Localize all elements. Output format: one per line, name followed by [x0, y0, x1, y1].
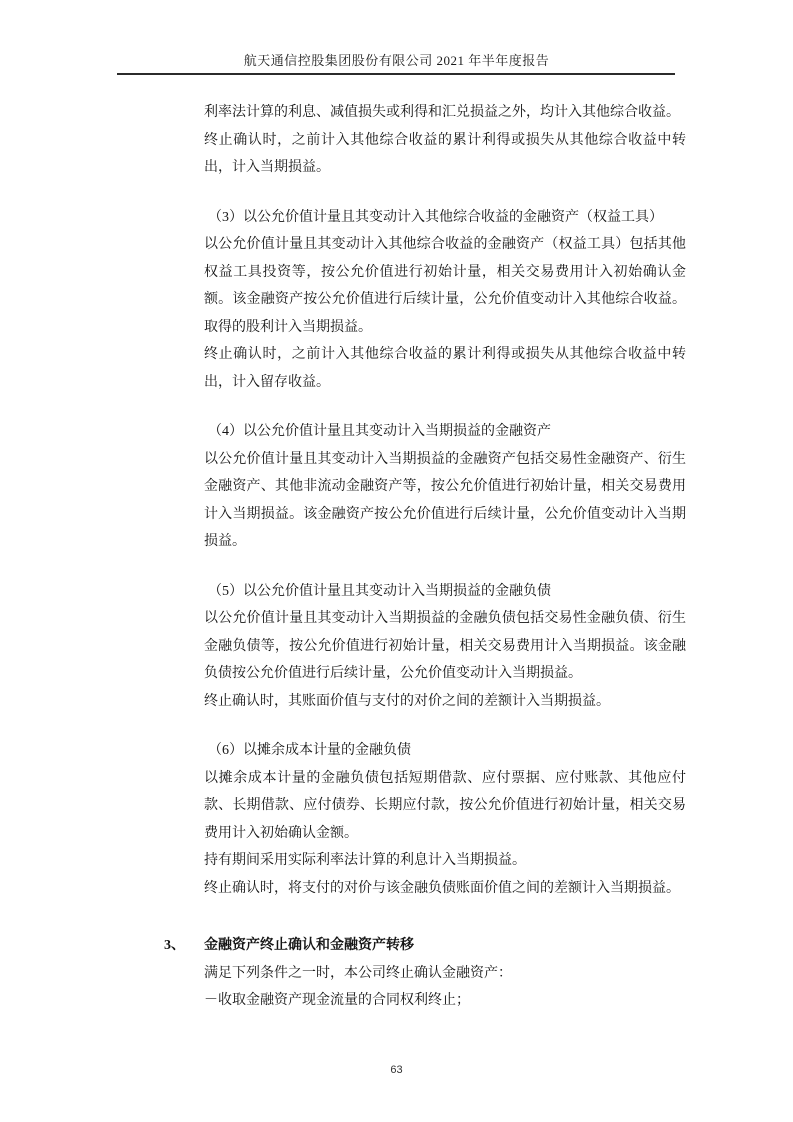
body-paragraph: 以摊余成本计量的金融负债包括短期借款、应付票据、应付账款、其他应付款、长期借款、应付债券、长期应付款，按公允价值进行初始计量，相关交易费用计入初始确认金额。 [204, 770, 686, 841]
body-paragraph: 终止确认时，其账面价值与支付的对价之间的差额计入当期损益。 [204, 693, 610, 709]
body-paragraph: 以公允价值计量且其变动计入当期损益的金融资产包括交易性金融资产、衍生金融资产、其他非流动金融资产等，按公允价值进行初始计量，相关交易费用计入当期损益。该金融资产按公允价值进行后续计量，公允价值变动计入当期损益。 [204, 451, 686, 549]
item-number: 3、 [164, 938, 185, 953]
numbered-item-heading-3 [164, 932, 686, 960]
body-paragraph: 终止确认时，之前计入其他综合收益的累计利得或损失从其他综合收益中转出，计入留存收益。 [204, 347, 686, 390]
section-heading-5: （5）以公允价值计量且其变动计入当期损益的金融负债 [208, 583, 551, 599]
section-heading-4: （4）以公允价值计量且其变动计入当期损益的金融资产 [208, 424, 551, 439]
report-header-title: 航天通信控股集团股份有限公司 2021 年半年度报告 [243, 53, 550, 68]
body-paragraph: 以公允价值计量且其变动计入当期损益的金融负债包括交易性金融负债、衍生金融负债等，按公允价值进行初始计量，相关交易费用计入当期损益。该金融负债按公允价值进行后续计量，公允价值变动计入当期损益。 [204, 611, 686, 681]
body-paragraph: 以公允价值计量且其变动计入其他综合收益的金融资产（权益工具）包括其他权益工具投资等，按公允价值进行初始计量，相关交易费用计入初始确认金额。该金融资产按公允价值进行后续计量，公允价值变动计入其他综合收益。取得的股利计入当期损益。 [204, 237, 686, 335]
body-paragraph: 满足下列条件之一时，本公司终止确认金融资产： [204, 965, 512, 981]
page-body [164, 99, 686, 1015]
page-number-value: 63 [390, 1064, 403, 1076]
section-heading-6: （6）以摊余成本计量的金融负债 [208, 743, 411, 758]
section-heading-3: （3）以公允价值计量且其变动计入其他综合收益的金融资产（权益工具） [208, 209, 663, 225]
body-paragraph: 终止确认时，将支付的对价与该金融负债账面价值之间的差额计入当期损益。 [204, 880, 680, 896]
header-rule [117, 73, 675, 75]
body-paragraph: －收取金融资产现金流量的合同权利终止； [204, 993, 470, 1008]
body-paragraph: 利率法计算的利息、减值损失或利得和汇兑损益之外，均计入其他综合收益。 [204, 105, 680, 120]
body-paragraph: 终止确认时，之前计入其他综合收益的累计利得或损失从其他综合收益中转出，计入当期损益。 [204, 132, 686, 175]
item-title: 金融资产终止确认和金融资产转移 [204, 938, 414, 953]
page-number [0, 1064, 793, 1076]
body-paragraph: 持有期间采用实际利率法计算的利息计入当期损益。 [204, 853, 526, 868]
